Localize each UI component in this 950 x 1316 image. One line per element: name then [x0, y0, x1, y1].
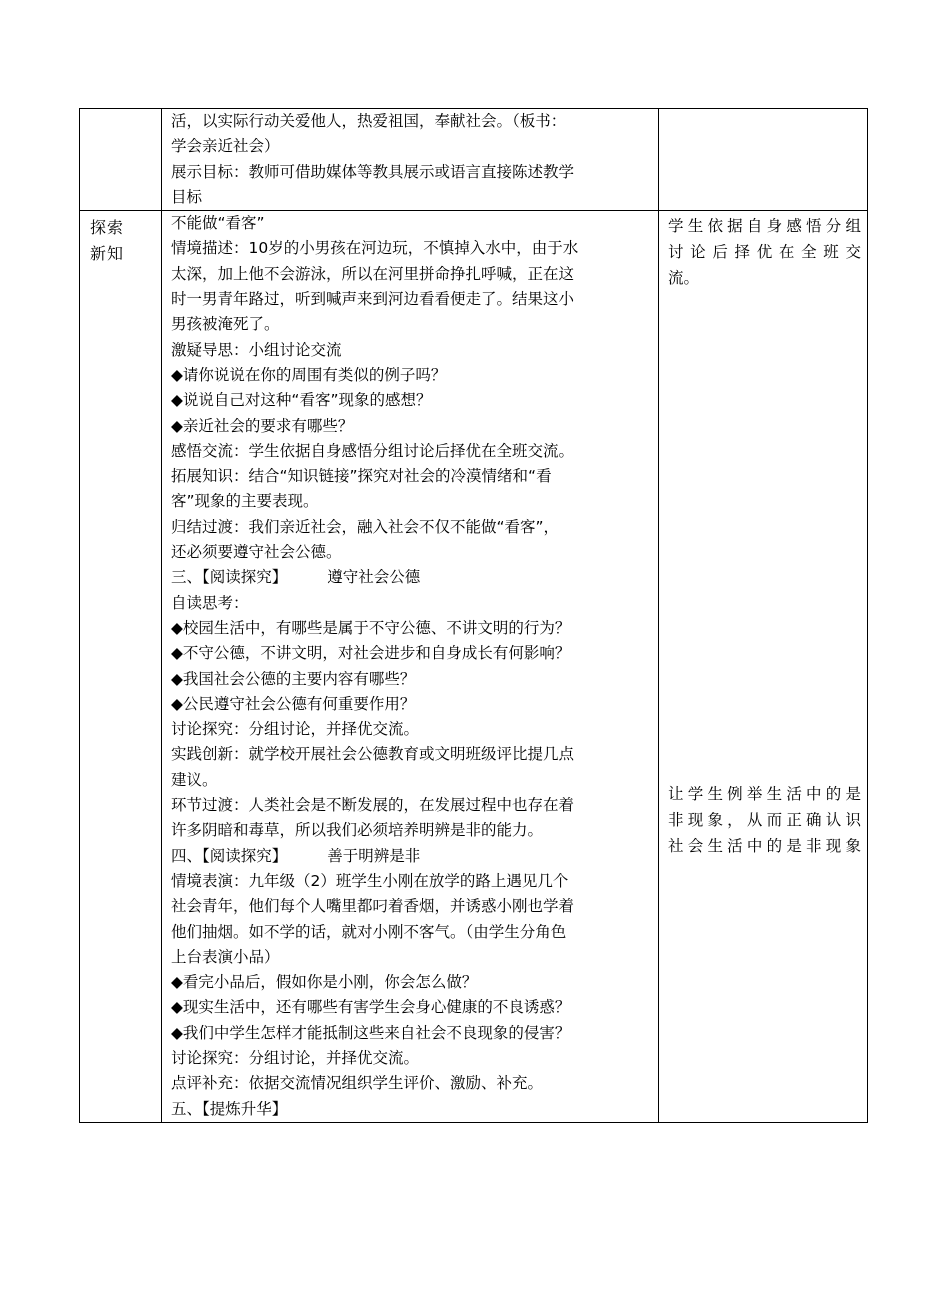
- text-line: 他们抽烟。如不学的话，就对小刚不客气。（由学生分角色: [171, 922, 567, 941]
- note-cell-empty: [659, 109, 868, 211]
- note-line: 非现象，从而正确认识: [668, 811, 861, 830]
- text-line: 拓展知识：结合“知识链接”探究对社会的冷漠情绪和“看: [171, 467, 552, 486]
- text-line: 讨论探究：分组讨论，并择优交流。: [171, 720, 420, 739]
- section-title: 遵守社会公德: [327, 568, 421, 587]
- note-line: 流。: [668, 269, 700, 288]
- note-line: 学生依据自身感悟分组: [668, 217, 861, 236]
- stage-label-line: 探索: [90, 218, 125, 238]
- stage-cell-empty: [80, 109, 162, 211]
- section-number-label: 四、【阅读探究】: [171, 846, 288, 865]
- text-line: 情境表演：九年级（2）班学生小刚在放学的路上遇见几个: [171, 871, 569, 890]
- text-line: 激疑导思：小组讨论交流: [171, 340, 342, 359]
- text-line: 环节过渡：人类社会是不断发展的，在发展过程中也存在着: [171, 796, 575, 815]
- text-line: 许多阴暗和毒草，所以我们必须培养明辨是非的能力。: [171, 821, 544, 840]
- text-line: 不能做“看客”: [171, 214, 265, 233]
- text-line: 太深，加上他不会游泳，所以在河里拼命挣扎呼喊，正在这: [171, 264, 575, 283]
- text-line: ◆请你说说在你的周围有类似的例子吗？: [171, 365, 447, 384]
- note-line: 让学生例举生活中的是: [668, 785, 861, 804]
- text-line: 展示目标：教师可借助媒体等教具展示或语言直接陈述教学: [171, 162, 575, 181]
- note-cell: [659, 211, 868, 1123]
- note-line: 讨论后择优在全班交: [668, 243, 861, 262]
- text-line: ◆校园生活中，有哪些是属于不守公德、不讲文明的行为？: [171, 618, 571, 637]
- stage-label-line: 新知: [90, 244, 125, 264]
- text-line: ◆看完小品后，假如你是小刚，你会怎么做？: [171, 973, 478, 992]
- text-line: 讨论探究：分组讨论，并择优交流。: [171, 1048, 420, 1067]
- text-line: 点评补充：依据交流情况组织学生评价、激励、补充。: [171, 1074, 544, 1093]
- text-line: 自读思考：: [171, 593, 249, 612]
- text-line: 时一男青年路过，听到喊声来到河边看看便走了。结果这小: [171, 290, 575, 309]
- text-line: 建议。: [171, 770, 218, 789]
- text-line: 实践创新：就学校开展社会公德教育或文明班级评比提几点: [171, 745, 575, 764]
- table-row-explore: [80, 211, 868, 1123]
- text-line: 目标: [171, 187, 203, 206]
- content-cell-top: [162, 109, 659, 211]
- text-line: 归结过渡：我们亲近社会，融入社会不仅不能做“看客”，: [171, 517, 560, 536]
- stage-cell: [80, 211, 162, 1123]
- text-line: ◆现实生活中，还有哪些有害学生会身心健康的不良诱惑？: [171, 998, 571, 1017]
- text-line: ◆说说自己对这种“看客”现象的感想？: [171, 391, 432, 410]
- text-line: 男孩被淹死了。: [171, 315, 280, 334]
- text-line: ◆不守公德，不讲文明，对社会进步和自身成长有何影响？: [171, 644, 571, 663]
- text-line: 五、【提炼升华】: [171, 1099, 288, 1118]
- section-heading: [171, 844, 652, 869]
- section-number-label: 三、【阅读探究】: [171, 568, 288, 587]
- lesson-plan-table: [79, 108, 868, 1123]
- table-row-top: [80, 109, 868, 211]
- text-line: 活，以实际行动关爱他人，热爱祖国，奉献社会。（板书：: [171, 112, 567, 130]
- content-cell-main: [162, 211, 659, 1123]
- text-line: 情境描述：10岁的小男孩在河边玩，不慎掉入水中，由于水: [171, 239, 579, 258]
- section-title: 善于明辨是非: [327, 846, 421, 865]
- text-line: 社会青年，他们每个人嘴里都叼着香烟，并诱惑小刚也学着: [171, 897, 575, 916]
- section-heading: [171, 565, 652, 590]
- text-line: 上台表演小品）: [171, 947, 280, 966]
- text-line: 客”现象的主要表现。: [171, 492, 319, 511]
- text-line: 感悟交流：学生依据自身感悟分组讨论后择优在全班交流。: [171, 441, 575, 460]
- text-line: 学会亲近社会）: [171, 137, 280, 156]
- note-line: 社会生活中的是非现象: [668, 837, 861, 856]
- text-line: ◆亲近社会的要求有哪些？: [171, 416, 354, 435]
- text-line: 还必须要遵守社会公德。: [171, 543, 342, 562]
- text-line: ◆我国社会公德的主要内容有哪些？: [171, 669, 416, 688]
- text-line: ◆我们中学生怎样才能抵制这些来自社会不良现象的侵害？: [171, 1023, 571, 1042]
- text-line: ◆公民遵守社会公德有何重要作用？: [171, 694, 416, 713]
